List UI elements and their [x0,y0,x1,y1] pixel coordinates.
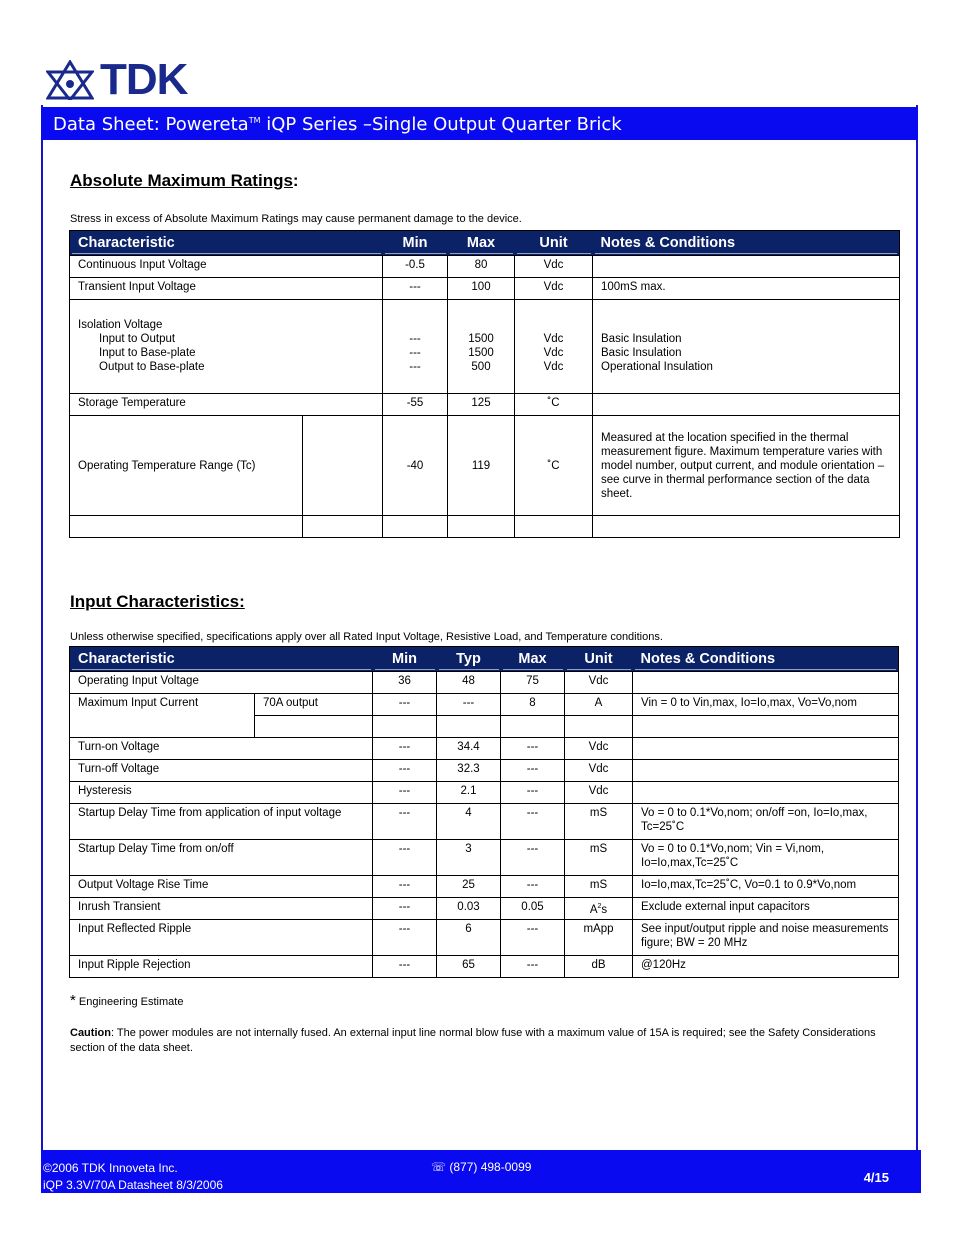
table-cell: 3 [437,840,501,876]
table-row [70,804,899,840]
table-cell: --- [373,898,437,920]
table-cell: 34.4 [437,738,501,760]
table-cell: --- [373,760,437,782]
table-cell [593,394,900,416]
footer-phone: ☏ (877) 498-0099 [431,1160,532,1174]
abs-heading: Absolute Maximum Ratings: [70,171,299,190]
table-cell: 4 [437,804,501,840]
table-cell: --- [501,840,565,876]
table-cell [633,760,899,782]
table-cell: --- [501,920,565,956]
table-cell: Inrush Transient [70,898,373,920]
table-header-cell: Unit [515,231,593,256]
table-cell: 70A output [255,694,373,716]
table-cell [515,516,593,538]
table-cell [448,516,515,538]
table-header-cell: Notes & Conditions [593,231,900,256]
table-cell: --- [373,956,437,978]
table-row [70,516,900,538]
table-cell [633,782,899,804]
table-header-cell: Unit [565,647,633,672]
table-row [70,956,899,978]
table-cell: Io=Io,max,Tc=25˚C, Vo=0.1 to 0.9*Vo,nom [633,876,899,898]
table-cell: Maximum Input Current [70,694,255,738]
table-cell: 100 [448,278,515,300]
table-cell: Input Reflected Ripple [70,920,373,956]
table-cell: Vdc Vdc Vdc [515,300,593,394]
table-cell: --- [373,738,437,760]
table-cell [303,516,383,538]
table-cell: --- [501,804,565,840]
table-row [70,760,899,782]
table-cell: --- [501,876,565,898]
table-cell: mApp [565,920,633,956]
table-cell: ˚C [515,416,593,516]
table-cell: --- --- --- [383,300,448,394]
table-cell: 36 [373,672,437,694]
table-cell: --- [373,840,437,876]
table-cell: Vo = 0 to 0.1*Vo,nom; Vin = Vi,nom, Io=Io,max,Tc=25˚C [633,840,899,876]
table-row [70,256,900,278]
table-cell [383,516,448,538]
table-cell: 8 [501,694,565,716]
page-number: 4/15 [863,1170,889,1185]
caution-note: Caution: The power modules are not internally fused. An external input line normal blow fuse with a maximum value of 15A is required; see the Safety Considerations section of the data sheet. [70,1027,876,1054]
table-cell: Vdc [515,278,593,300]
table-cell: Operating Input Voltage [70,672,373,694]
table-cell: --- [501,782,565,804]
table-cell: Vdc [515,256,593,278]
table-cell: Turn-on Voltage [70,738,373,760]
table-cell: 119 [448,416,515,516]
table-cell: 65 [437,956,501,978]
table-cell: --- [501,760,565,782]
table-cell: Turn-off Voltage [70,760,373,782]
table-cell: 80 [448,256,515,278]
table-cell: $A^2s$ [565,898,633,920]
table-row [70,694,899,716]
table-cell: --- [373,782,437,804]
table-row [70,416,900,516]
table-row [70,876,899,898]
table-header-cell: Min [383,231,448,256]
title-bar [41,107,918,140]
table-header-cell: Characteristic [70,231,383,256]
table-cell: Operating Temperature Range (Tc) [70,416,303,516]
table-row [70,840,899,876]
table-header-cell: Max [448,231,515,256]
table-cell: -55 [383,394,448,416]
table-cell [565,716,633,738]
table-cell: @120Hz [633,956,899,978]
table-header-cell: Min [373,647,437,672]
table-cell [373,716,437,738]
table-cell [501,716,565,738]
table-cell: Transient Input Voltage [70,278,383,300]
table-header-row [70,231,900,256]
table-row [70,898,899,920]
table-cell: --- [373,920,437,956]
table-row [70,738,899,760]
table-cell [633,738,899,760]
table-cell: 0.05 [501,898,565,920]
table-cell: mS [565,804,633,840]
table-row [70,300,900,394]
table-cell: 125 [448,394,515,416]
table-cell: 100mS max. [593,278,900,300]
table-cell: --- [373,876,437,898]
phone-icon: ☏ [431,1160,447,1174]
table-cell: 1500 1500 500 [448,300,515,394]
table-cell: --- [437,694,501,716]
table-row [70,782,899,804]
input-heading: Input Characteristics: [70,592,245,611]
abs-max-table [69,230,900,538]
trademark: TM [248,116,261,125]
table-cell: --- [373,804,437,840]
table-cell: 0.03 [437,898,501,920]
footnote: * Engineering Estimate [70,992,184,1009]
table-cell: --- [373,694,437,716]
table-cell: Vdc [565,672,633,694]
table-cell [633,672,899,694]
table-cell: Output Voltage Rise Time [70,876,373,898]
table-cell: Storage Temperature [70,394,383,416]
table-cell: Vdc [565,782,633,804]
table-cell [303,416,383,516]
table-header-cell: Characteristic [70,647,373,672]
table-cell: -0.5 [383,256,448,278]
table-cell: Vin = 0 to Vin,max, Io=Io,max, Vo=Vo,nom [633,694,899,716]
table-header-cell: Notes & Conditions [633,647,899,672]
table-cell: 2.1 [437,782,501,804]
table-cell: Startup Delay Time from on/off [70,840,373,876]
table-cell: Hysteresis [70,782,373,804]
table-cell: 25 [437,876,501,898]
table-cell: Continuous Input Voltage [70,256,383,278]
footer-copyright: ©2006 TDK Innoveta Inc. [43,1161,178,1175]
table-cell: mS [565,840,633,876]
input-table [69,646,899,978]
table-cell: -40 [383,416,448,516]
table-cell [633,716,899,738]
table-row [70,672,899,694]
abs-note: Stress in excess of Absolute Maximum Ratings may cause permanent damage to the device. [70,213,522,225]
table-cell [255,716,373,738]
table-cell: --- [501,738,565,760]
table-cell [70,516,303,538]
tdk-logo [46,55,188,104]
table-cell: ˚C [515,394,593,416]
table-cell: dB [565,956,633,978]
table-header-row [70,647,899,672]
table-cell: Input Ripple Rejection [70,956,373,978]
table-cell [593,256,900,278]
table-cell: --- [383,278,448,300]
table-cell: --- [501,956,565,978]
tdk-triangle-logo-icon [46,60,94,100]
logo-wordmark: TDK [100,55,188,104]
footer [41,1150,921,1193]
table-cell [593,516,900,538]
table-cell [437,716,501,738]
table-cell: 75 [501,672,565,694]
table-cell: mS [565,876,633,898]
table-cell: Exclude external input capacitors [633,898,899,920]
table-cell: 32.3 [437,760,501,782]
table-cell: A [565,694,633,716]
table-header-cell: Typ [437,647,501,672]
table-cell: Vo = 0 to 0.1*Vo,nom; on/off =on, Io=Io,max, Tc=25˚C [633,804,899,840]
table-cell: 48 [437,672,501,694]
input-note: Unless otherwise specified, specifications apply over all Rated Input Voltage, Resistive Load, and Temperature conditions. [70,631,663,643]
table-cell: 6 [437,920,501,956]
table-cell: Vdc [565,760,633,782]
table-row [70,278,900,300]
table-cell: Isolation Voltage Input to Output Input to Base-plate Output to Base-plate [70,300,383,394]
table-cell: Measured at the location specified in the thermal measurement figure. Maximum temperature varies with model number, output current, and module orientation – see curve in thermal performance section of the data sheet. [593,416,900,516]
table-row [70,394,900,416]
table-cell: Vdc [565,738,633,760]
table-cell: Startup Delay Time from application of input voltage [70,804,373,840]
table-cell: Basic Insulation Basic Insulation Operational Insulation [593,300,900,394]
table-header-cell: Max [501,647,565,672]
table-cell: See input/output ripple and noise measurements figure; BW = 20 MHz [633,920,899,956]
footer-doc: iQP 3.3V/70A Datasheet 8/3/2006 [43,1178,223,1192]
table-row [70,920,899,956]
page-title: Data Sheet: Powereta™ iQP Series –Single Output Quarter Brick [53,114,622,135]
